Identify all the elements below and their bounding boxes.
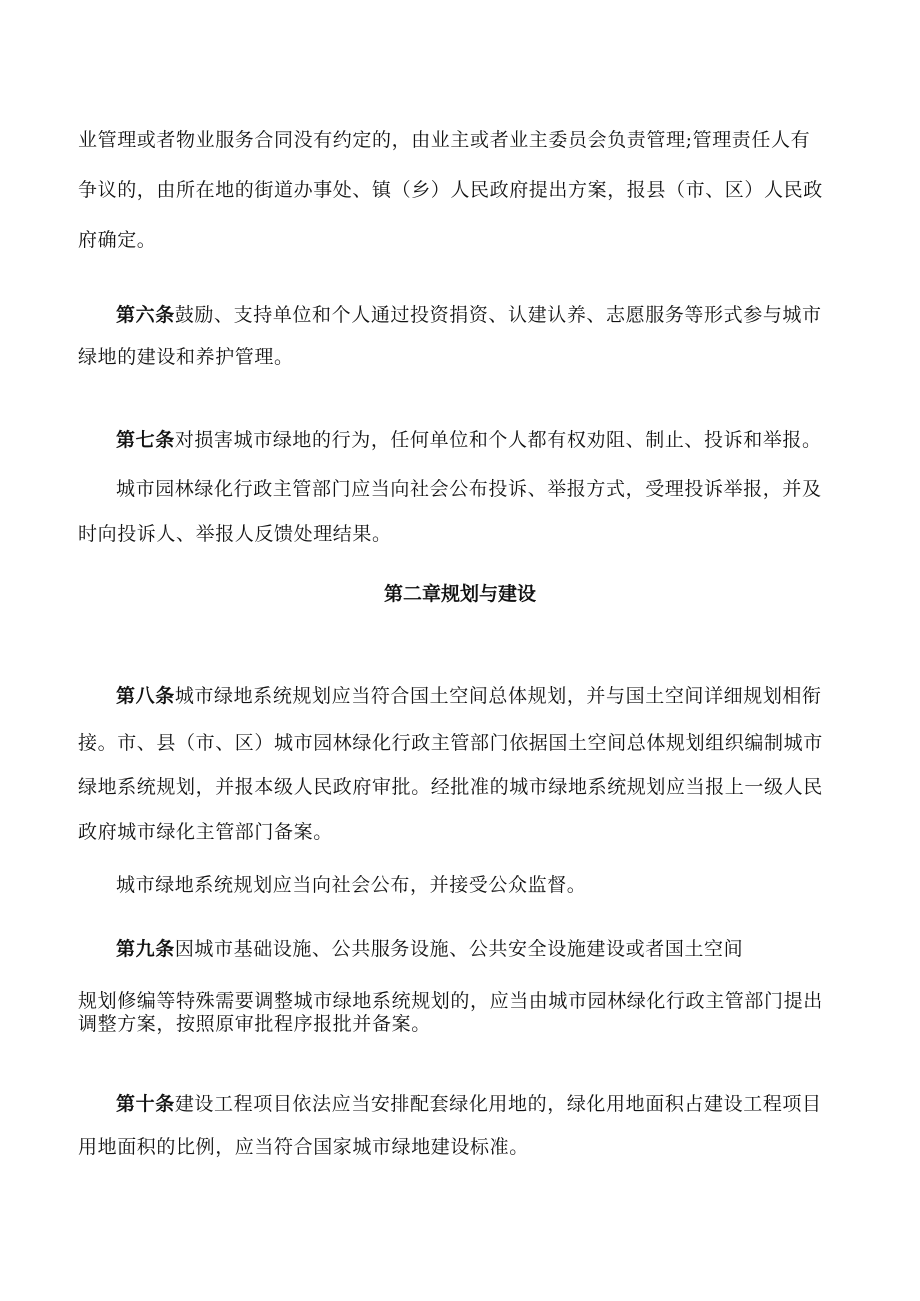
article-text: 因城市基础设施、公共服务设施、公共安全设施建设或者国土空间: [174, 938, 744, 960]
article-7-line: [116, 428, 822, 452]
paragraph-line: 用地面积的比例，应当符合国家城市绿地建设标准。: [78, 1136, 529, 1158]
paragraph-line: 规划修编等特殊需要调整城市绿地系统规划的，应当由城市园林绿化行政主管部门提出: [78, 990, 823, 1012]
article-title: 第七条: [116, 429, 175, 451]
paragraph-line: 城市绿地系统规划应当向社会公布，并接受公众监督。: [116, 874, 587, 896]
paragraph-line: 争议的，由所在地的街道办事处、镇（乡）人民政府提出方案，报县（市、区）人民政: [78, 179, 823, 201]
article-title: 第八条: [116, 685, 175, 707]
paragraph-line: 府确定。: [78, 229, 157, 251]
paragraph-line: 绿地系统规划，并报本级人民政府审批。经批准的城市绿地系统规划应当报上一级人民: [78, 776, 823, 798]
paragraph-line: 调整方案，按照原审批程序报批并备案。: [78, 1013, 431, 1035]
paragraph-line: 绿地的建设和养护管理。: [78, 346, 294, 368]
paragraph-line: 业管理或者物业服务合同没有约定的，由业主或者业主委员会负责管理;管理责任人有: [78, 129, 811, 151]
article-text: 建设工程项目依法应当安排配套绿化用地的，绿化用地面积占建设工程项目: [174, 1093, 822, 1115]
paragraph-line: 接。市、县（市、区）城市园林绿化行政主管部门依据国土空间总体规划组织编制城市: [78, 732, 823, 754]
paragraph-line: 时向投诉人、举报人反馈处理结果。: [78, 523, 392, 545]
paragraph-line: 城市园林绿化行政主管部门应当向社会公布投诉、举报方式，受理投诉举报，并及: [116, 478, 822, 500]
article-text: 城市绿地系统规划应当符合国土空间总体规划，并与国土空间详细规划相衔: [174, 685, 822, 707]
article-title: 第六条: [116, 304, 175, 326]
article-title: 第十条: [116, 1093, 175, 1115]
article-8-line: [116, 684, 822, 708]
article-9-line: [116, 937, 743, 961]
article-6-line: [116, 303, 822, 327]
article-10-line: [116, 1092, 822, 1116]
article-text: 对损害城市绿地的行为，任何单位和个人都有权劝阻、制止、投诉和举报。: [174, 429, 822, 451]
article-title: 第九条: [116, 938, 175, 960]
paragraph-line: 政府城市绿化主管部门备案。: [78, 821, 333, 843]
article-text: 鼓励、支持单位和个人通过投资捐资、认建认养、志愿服务等形式参与城市: [174, 304, 822, 326]
chapter-heading: 第二章规划与建设: [383, 583, 536, 605]
